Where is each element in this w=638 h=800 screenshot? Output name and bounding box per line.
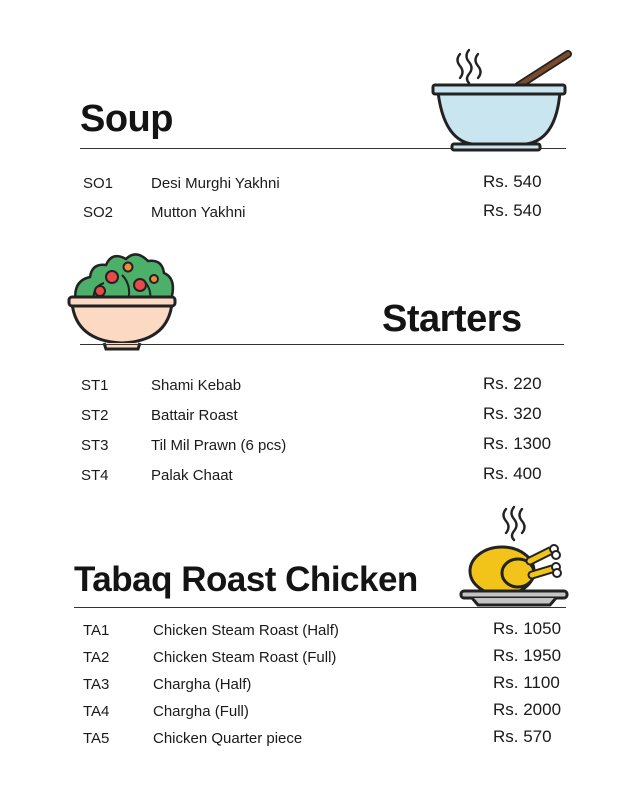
section-title-tabaq-roast-chicken: Tabaq Roast Chicken [74, 560, 418, 599]
menu-item [0, 172, 638, 193]
item-name: Chicken Steam Roast (Half) [153, 622, 339, 639]
item-price: Rs. 1950 [493, 646, 562, 665]
item-name: Mutton Yakhni [151, 204, 246, 221]
menu-item [0, 201, 638, 222]
item-price: Rs. 540 [483, 201, 542, 220]
section-divider-starters [80, 344, 564, 345]
menu-item [0, 404, 638, 425]
menu-item [0, 727, 638, 748]
item-code: ST1 [81, 377, 109, 394]
item-price: Rs. 1050 [493, 619, 562, 638]
item-price: Rs. 400 [483, 464, 542, 483]
menu-item [0, 646, 638, 667]
item-name: Battair Roast [151, 407, 238, 424]
item-code: ST4 [81, 467, 109, 484]
item-price: Rs. 570 [493, 727, 552, 746]
item-name: Desi Murghi Yakhni [151, 175, 280, 192]
menu-item [0, 700, 638, 721]
item-price: Rs. 540 [483, 172, 542, 191]
roast-chicken-icon [458, 505, 570, 610]
item-code: ST2 [81, 407, 109, 424]
section-title-soup: Soup [80, 98, 173, 140]
item-name: Til Mil Prawn (6 pcs) [151, 437, 287, 454]
item-code: TA4 [83, 703, 110, 720]
item-code: ST3 [81, 437, 109, 454]
item-name: Palak Chaat [151, 467, 233, 484]
section-title-starters: Starters [382, 298, 522, 340]
item-name: Chicken Quarter piece [153, 730, 303, 747]
salad-bowl-icon [66, 245, 178, 353]
item-code: SO2 [83, 204, 114, 221]
item-code: TA2 [83, 649, 110, 666]
menu-item [0, 619, 638, 640]
item-name: Chargha (Full) [153, 703, 249, 720]
item-name: Chargha (Half) [153, 676, 252, 693]
item-code: TA1 [83, 622, 110, 639]
menu-item [0, 673, 638, 694]
item-code: TA3 [83, 676, 110, 693]
menu-item [0, 374, 638, 395]
menu-item [0, 434, 638, 455]
item-code: TA5 [83, 730, 110, 747]
item-name: Chicken Steam Roast (Full) [153, 649, 337, 666]
soup-bowl-icon [428, 40, 578, 156]
item-price: Rs. 320 [483, 404, 542, 423]
item-name: Shami Kebab [151, 377, 242, 394]
item-price: Rs. 220 [483, 374, 542, 393]
item-price: Rs. 1100 [493, 673, 560, 692]
menu-item [0, 464, 638, 485]
item-code: SO1 [83, 175, 114, 192]
item-price: Rs. 1300 [483, 434, 552, 453]
item-price: Rs. 2000 [493, 700, 562, 719]
